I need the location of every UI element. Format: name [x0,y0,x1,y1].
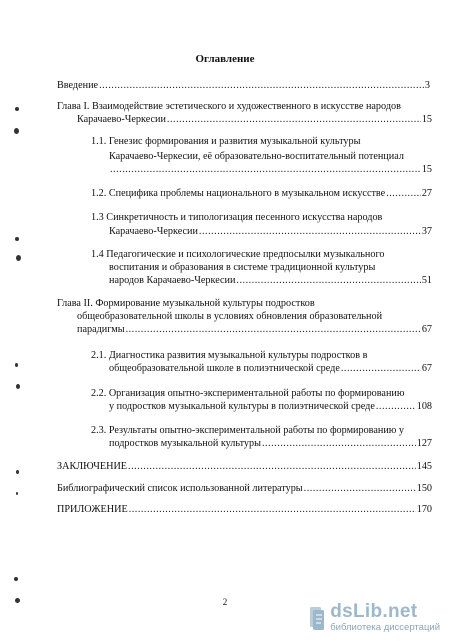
toc-label: Карачаево-Черкесии [77,114,166,125]
toc-page-number: 150 [416,483,432,494]
toc-entry-appendix[interactable] [57,504,432,517]
toc-section-1-1-title[interactable]: 1.1. Генезис формирования и развития музыкальной культуры [91,136,361,147]
toc-page-number: 67 [421,324,432,335]
leader-dots [199,226,421,239]
leader-dots [126,324,421,337]
toc-section-1-4-title[interactable]: 1.4 Педагогические и психологические предпосылки музыкального [91,249,385,260]
toc-page-number: 27 [421,188,432,199]
toc-entry-conclusion[interactable] [57,461,432,474]
scan-speck [15,363,18,367]
toc-label: парадигмы [77,324,125,335]
toc-chapter-1-title[interactable]: Глава I. Взаимодействие эстетического и художественного в искусстве народов [57,101,401,112]
toc-page-number: 51 [421,275,432,286]
scan-speck [15,237,19,241]
page-title: Оглавление [195,53,255,65]
scan-speck [16,470,19,474]
dslib-logo-icon [308,605,326,631]
toc-section-1-4-title-cont[interactable]: воспитания и образования в системе традиционной культуры [109,262,376,273]
toc-page-number: 170 [416,504,432,515]
scan-speck [15,107,19,111]
toc-label: народов Карачаево-Черкесии [109,275,236,286]
leader-dots [262,438,416,451]
toc-entry-chapter-2[interactable] [77,324,432,337]
leader-dots [236,275,420,288]
toc-entry-bibliography[interactable] [57,483,432,496]
toc-page-number: 15 [421,114,432,125]
toc-label: Введение [57,80,99,91]
leader-dots [386,188,421,201]
toc-entry-section-1-3[interactable] [109,226,432,239]
toc-label: Карачаево-Черкесии [109,226,198,237]
watermark-subtitle: библиотека диссертаций [330,622,440,633]
toc-page-number: 67 [421,363,432,374]
toc-entry-section-1-4[interactable] [109,275,432,288]
leader-dots [128,461,416,474]
toc-page-number: 108 [416,401,432,412]
toc-label: у подростков музыкальной культуры в полиэтнической среде [109,401,375,412]
leader-dots [304,483,416,496]
watermark-text [330,602,440,633]
toc-page-number: 3 [424,80,430,91]
scan-speck [15,598,20,603]
page-number: 2 [222,597,228,607]
toc-entry-section-2-3[interactable] [109,438,432,451]
leader-dots [341,363,421,376]
toc-chapter-2-title[interactable]: Глава II. Формирование музыкальной культуры подростков [57,298,315,309]
toc-entry-section-2-2[interactable] [109,401,432,414]
toc-label: 1.2. Специфика проблемы национального в музыкальном искусстве [91,188,386,199]
toc-entry-section-2-1[interactable] [109,363,432,376]
toc-entry-intro[interactable] [57,80,430,93]
toc-section-1-3-title[interactable]: 1.3 Синкретичность и типологизация песенного искусства народов [91,212,383,223]
toc-label: Библиографический список использованной литературы [57,483,303,494]
scan-speck [16,492,18,495]
scan-speck [14,128,19,134]
toc-chapter-2-title-cont[interactable]: общеобразовательной школы в условиях обновления образовательной [77,311,383,322]
leader-dots [167,114,421,127]
toc-entry-section-1-1[interactable] [109,164,432,177]
toc-section-1-1-title-cont[interactable]: Карачаево-Черкесии, её образовательно-воспитательный потенциал [109,151,404,162]
leader-dots [99,80,424,93]
toc-entry-section-1-2[interactable] [91,188,432,201]
toc-label: ПРИЛОЖЕНИЕ [57,504,128,515]
toc-entry-chapter-1[interactable] [77,114,432,127]
toc-section-2-2-title[interactable]: 2.2. Организация опытно-экспериментальной работы по формированию [91,388,405,399]
scan-speck [16,255,21,261]
toc-label: ЗАКЛЮЧЕНИЕ [57,461,128,472]
scan-speck [14,577,18,581]
toc-label: подростков музыкальной культуры [109,438,261,449]
toc-section-2-3-title[interactable]: 2.3. Результаты опытно-экспериментальной работы по формированию у [91,425,405,436]
leader-dots [129,504,416,517]
leader-dots [110,164,421,177]
toc-page-number: 127 [416,438,432,449]
toc-label: общеобразовательной школе в полиэтнической среде [109,363,340,374]
toc-page-number: 145 [416,461,432,472]
toc-page-number: 37 [421,226,432,237]
toc-page-number: 15 [421,164,432,175]
leader-dots [376,401,416,414]
scan-speck [16,384,20,389]
watermark [308,602,440,633]
watermark-brand: dsLib.net [330,601,418,622]
toc-section-2-1-title[interactable]: 2.1. Диагностика развития музыкальной культуры подростков в [91,350,368,361]
